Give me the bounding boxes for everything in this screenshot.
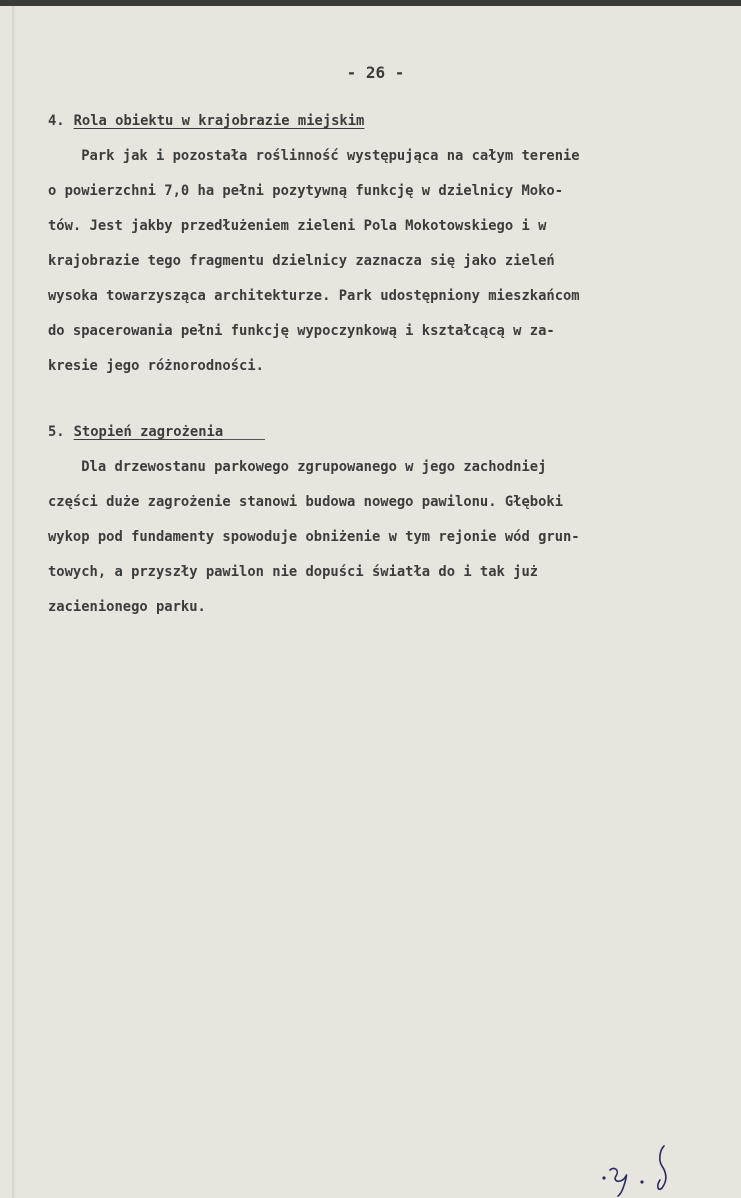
page-number: - 26 - [346,63,405,82]
section-heading [48,415,740,450]
section-title: Stopień zagrożenia [73,424,224,440]
paragraph-line: wykop pod fundamenty spowoduje obniżenie w tym rejonie wód grun- [48,529,580,545]
section-number: 5. [48,424,65,440]
paragraph-line: wysoka towarzysząca architekturze. Park udostępniony mieszkańcom [48,288,580,304]
heading-underline-extension [223,439,265,440]
paragraph-line: towych, a przyszły pawilon nie dopuści światła do i tak już [48,564,539,580]
document-page [0,6,741,1198]
paragraph-line: Park jak i pozostała roślinność występująca na całym terenie [48,148,580,164]
paragraph-line: do spacerowania pełni funkcję wypoczynkową i kształcącą w za- [48,323,555,339]
section-heading [48,104,740,139]
section-stopien-zagrozenia [48,415,740,625]
paragraph-line: części duże zagrożenie stanowi budowa nowego pawilonu. Głęboki [48,494,563,510]
section-number: 4. [48,113,65,129]
handwritten-initials [598,1140,688,1198]
paragraph-line: kresie jego różnorodności. [48,358,264,374]
paragraph-line: o powierzchni 7,0 ha pełni pozytywną funkcję w dzielnicy Moko- [48,183,563,199]
section-title: Rola obiektu w krajobrazie miejskim [73,113,365,129]
paragraph-line: tów. Jest jakby przedłużeniem zieleni Pola Mokotowskiego i w [48,218,547,234]
paragraph-line: Dla drzewostanu parkowego zgrupowanego w jego zachodniej [48,459,547,475]
paragraph-line: krajobrazie tego fragmentu dzielnicy zaznacza się jako zieleń [48,253,555,269]
page-fold-shadow [12,6,15,1198]
paragraph-line: zacienionego parku. [48,599,206,615]
section-rola-obiektu [48,104,740,384]
